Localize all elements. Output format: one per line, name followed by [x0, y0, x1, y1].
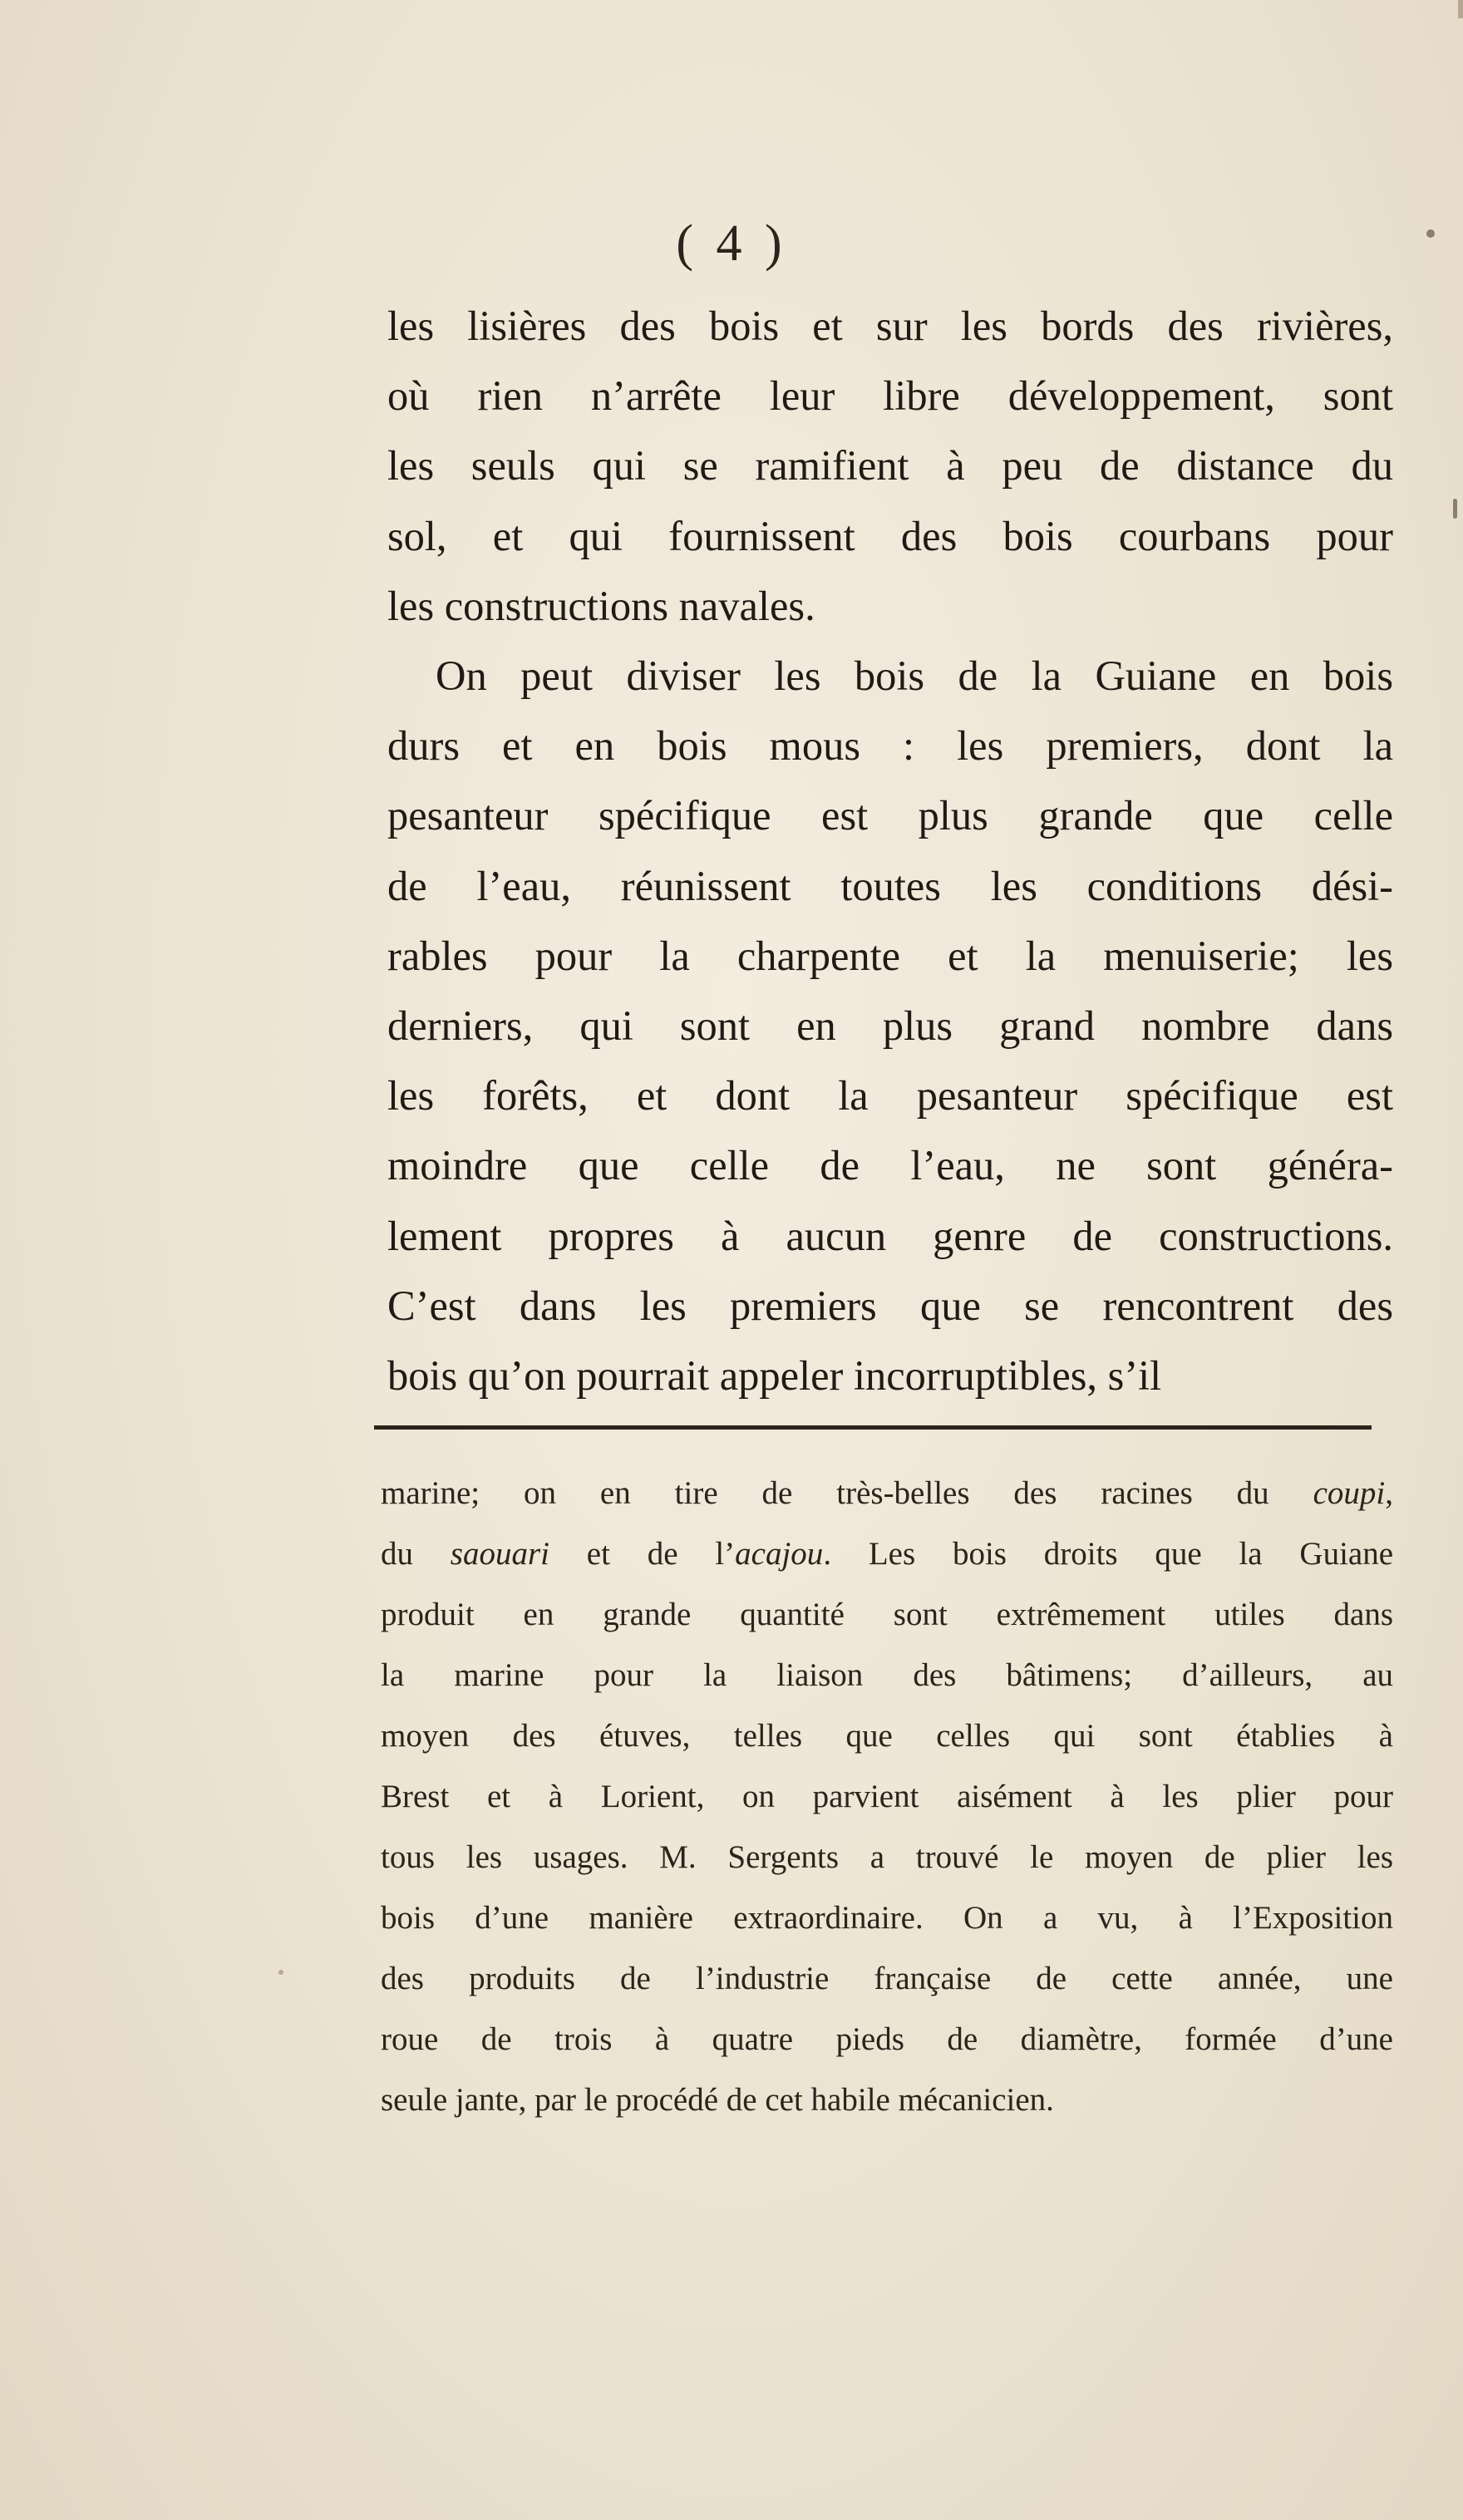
footnote-line — [381, 1463, 1393, 1523]
footnote-line: roue de trois à quatre pieds de diamètre, formée d’une — [381, 2021, 1393, 2057]
footnote-line: produit en grande quantité sont extrêmement utiles dans — [381, 1597, 1393, 1632]
footnote-text: du — [381, 1536, 451, 1572]
text-line: les constructions navales. — [387, 582, 815, 629]
text-line: de l’eau, réunissent toutes les conditions dési- — [387, 862, 1393, 909]
footnote-text: , — [1385, 1475, 1393, 1511]
main-text-block — [387, 291, 1393, 1410]
footnote-text: marine; on en tire de très-belles des racines du — [381, 1475, 1313, 1511]
ink-speck — [278, 1970, 283, 1975]
text-line: On peut diviser les bois de la Guiane en bois — [436, 652, 1393, 700]
text-line: les lisières des bois et sur les bords des rivières, — [387, 303, 1393, 349]
footnote-italic-term: saouari — [450, 1536, 549, 1572]
text-line: moindre que celle de l’eau, ne sont généra- — [387, 1142, 1393, 1189]
footnote-line: moyen des étuves, telles que celles qui sont établies à — [381, 1718, 1393, 1754]
text-line: bois qu’on pourrait appeler incorruptibles, s’il — [387, 1352, 1162, 1400]
footnote-rule — [374, 1425, 1372, 1430]
ink-speck — [1453, 499, 1457, 519]
text-line: C’est dans les premiers que se rencontrent des — [387, 1282, 1393, 1329]
footnote-line: Brest et à Lorient, on parvient aisément à les plier pour — [381, 1779, 1393, 1814]
footnote-line: bois d’une manière extraordinaire. On a vu, à l’Exposition — [381, 1900, 1393, 1936]
footnote-block — [381, 1463, 1393, 2130]
text-line: derniers, qui sont en plus grand nombre dans — [387, 1002, 1393, 1050]
text-line: durs et en bois mous : les premiers, dont la — [387, 722, 1393, 770]
text-line: les forêts, et dont la pesanteur spécifique est — [387, 1072, 1393, 1120]
text-line: lement propres à aucun genre de constructions. — [387, 1212, 1393, 1259]
footnote-line: des produits de l’industrie française de cette année, une — [381, 1961, 1393, 1996]
footnote-line: la marine pour la liaison des bâtimens; d’ailleurs, au — [381, 1657, 1393, 1693]
text-line: où rien n’arrête leur libre développement, sont — [387, 372, 1393, 420]
text-line: rables pour la charpente et la menuiserie; les — [387, 932, 1393, 979]
footnote-italic-term: acajou — [735, 1536, 824, 1572]
text-line: les seuls qui se ramifient à peu de distance du — [387, 442, 1393, 490]
text-line: sol, et qui fournissent des bois courbans pour — [387, 512, 1393, 559]
text-line: pesanteur spécifique est plus grande que celle — [387, 792, 1393, 839]
footnote-line: tous les usages. M. Sergents a trouvé le moyen de plier les — [381, 1839, 1393, 1875]
footnote-line: seule jante, par le procédé de cet habile mécanicien. — [381, 2082, 1054, 2118]
footnote-text: et de l’ — [549, 1536, 736, 1572]
footnote-italic-term: coupi — [1313, 1475, 1386, 1511]
page-number: ( 4 ) — [676, 215, 787, 272]
page-edge-mark — [1458, 0, 1463, 18]
footnote-text: . Les bois droits que la Guiane — [823, 1536, 1394, 1572]
footnote-line — [381, 1523, 1393, 1584]
